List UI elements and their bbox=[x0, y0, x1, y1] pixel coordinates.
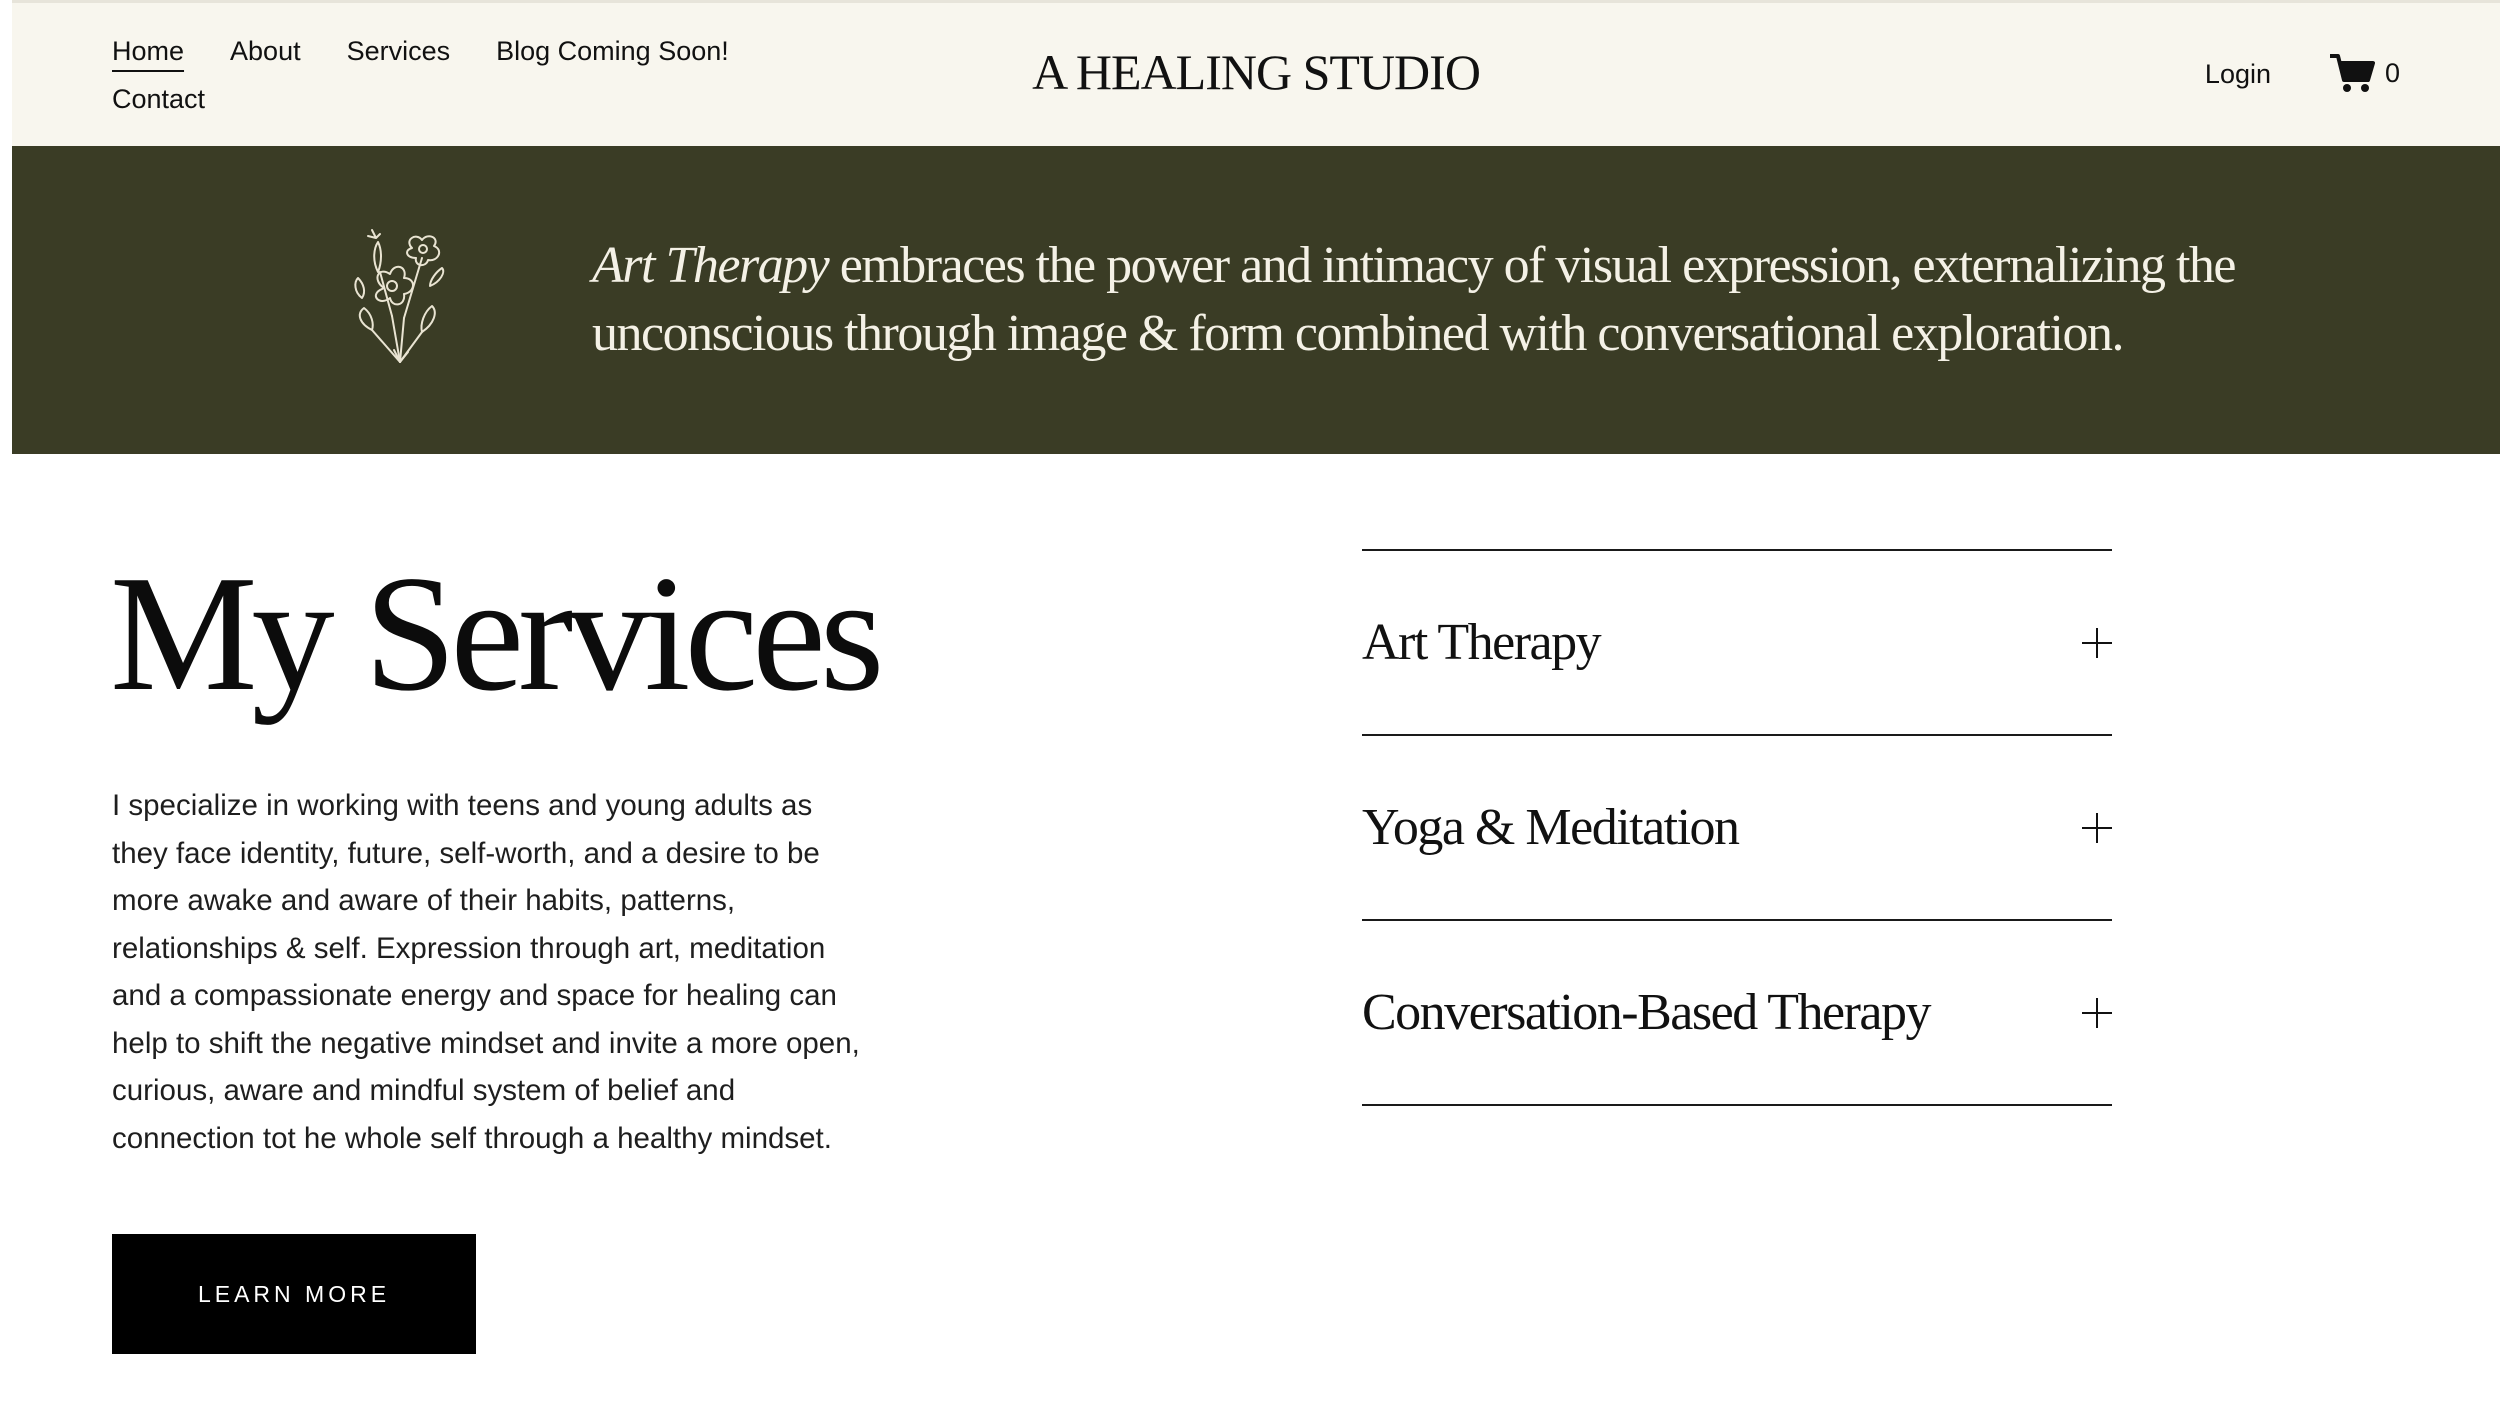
nav-about[interactable]: About bbox=[230, 36, 301, 66]
site-title[interactable]: A HEALING STUDIO bbox=[1032, 44, 1480, 100]
cart-icon bbox=[2329, 53, 2375, 93]
services-accordion bbox=[1362, 549, 2112, 1106]
plus-icon[interactable] bbox=[2082, 998, 2112, 1028]
nav-blog[interactable]: Blog Coming Soon! bbox=[496, 36, 729, 66]
page bbox=[12, 0, 2500, 1406]
login-link[interactable]: Login bbox=[2204, 59, 2271, 89]
banner-quote bbox=[592, 232, 2292, 368]
banner-quote-emphasis: Art Therapy bbox=[592, 237, 829, 294]
learn-more-button[interactable]: LEARN MORE bbox=[112, 1234, 476, 1354]
cart-count: 0 bbox=[2384, 57, 2400, 88]
nav-services[interactable]: Services bbox=[346, 36, 451, 66]
accordion-title: Yoga & Meditation bbox=[1362, 799, 1739, 856]
quote-banner bbox=[12, 146, 2500, 454]
nav-contact[interactable]: Contact bbox=[112, 84, 206, 114]
main-nav bbox=[112, 27, 812, 123]
page-title: My Services bbox=[110, 541, 879, 725]
site-header bbox=[12, 0, 2500, 146]
services-intro: I specialize in working with teens and young adults as they face identity, future, self-worth, and a desire to be more awake and aware of their habits, patterns, relationships & self. Expression through art, meditation and a compassionate energy and space for healing can help to shift the negative mindset and invite a more open, curious, aware and mindful system of belief and connection tot he whole self through a healthy mindset. bbox=[112, 789, 860, 1155]
flower-bouquet-icon bbox=[342, 228, 452, 368]
accordion-title: Art Therapy bbox=[1362, 614, 1601, 671]
banner-quote-text: embraces the power and intimacy of visual expression, externalizing the unconscious through image & form combined with conversational exploration. bbox=[592, 237, 2235, 362]
accordion-title: Conversation-Based Therapy bbox=[1362, 984, 1930, 1041]
accordion-item-yoga-meditation[interactable] bbox=[1362, 736, 2112, 921]
cart-button[interactable] bbox=[2329, 53, 2400, 93]
plus-icon[interactable] bbox=[2082, 628, 2112, 658]
plus-icon[interactable] bbox=[2082, 813, 2112, 843]
accordion-item-art-therapy[interactable] bbox=[1362, 551, 2112, 736]
accordion-item-conversation-therapy[interactable] bbox=[1362, 921, 2112, 1106]
nav-home[interactable]: Home bbox=[112, 36, 185, 66]
